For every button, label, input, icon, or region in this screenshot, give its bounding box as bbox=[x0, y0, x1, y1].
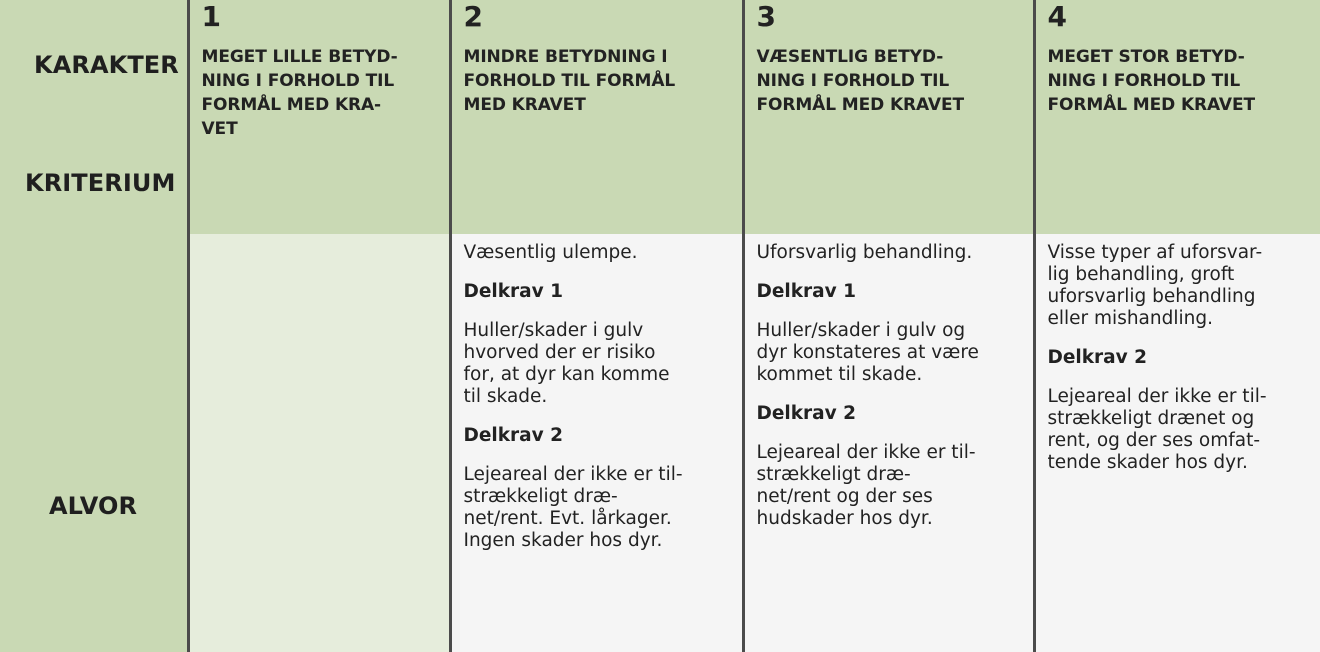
grade-number: 2 bbox=[463, 0, 483, 33]
grade-number: 4 bbox=[1047, 0, 1067, 33]
grade-header-3 bbox=[743, 0, 1034, 234]
alvor-text: Visse typer af uforsvar- lig behandling, groft uforsvarlig behandling eller mishandling. bbox=[1047, 242, 1263, 329]
alvor-text: Uforsvarlig behandling. bbox=[756, 242, 973, 263]
delkrav-heading: Delkrav 1 bbox=[756, 281, 857, 302]
grade-header-1 bbox=[188, 0, 450, 234]
grade-title: MEGET STOR BETYD- NING I FORHOLD TIL FORMÅL MED KRAVET bbox=[1047, 47, 1255, 115]
karakter-kriterium-cell bbox=[0, 0, 188, 234]
grade-title: VÆSENTLIG BETYD- NING I FORHOLD TIL FORMÅL MED KRAVET bbox=[756, 47, 964, 115]
delkrav-heading: Delkrav 2 bbox=[756, 403, 857, 424]
grade-header-2 bbox=[450, 0, 743, 234]
alvor-label-cell bbox=[0, 234, 188, 652]
alvor-label: ALVOR bbox=[49, 492, 138, 520]
delkrav-heading: Delkrav 2 bbox=[463, 425, 564, 446]
grade-number: 3 bbox=[756, 0, 776, 33]
alvor-cell-2 bbox=[450, 234, 743, 652]
karakter-label: KARAKTER bbox=[34, 51, 179, 79]
grade-title: MINDRE BETYDNING I FORHOLD TIL FORMÅL MED KRAVET bbox=[463, 47, 676, 115]
alvor-text: Lejeareal der ikke er til- strækkeligt dræ- net/rent og der ses hudskader hos dyr. bbox=[756, 442, 976, 529]
alvor-text: Huller/skader i gulv og dyr konstateres at være kommet til skade. bbox=[756, 320, 979, 385]
alvor-text: Væsentlig ulempe. bbox=[463, 242, 638, 263]
alvor-text: Huller/skader i gulv hvorved der er risiko for, at dyr kan komme til skade. bbox=[463, 320, 670, 407]
delkrav-heading: Delkrav 2 bbox=[1047, 347, 1148, 368]
alvor-cell-content bbox=[1048, 242, 1313, 491]
grade-number: 1 bbox=[201, 0, 221, 33]
alvor-row bbox=[0, 234, 1320, 652]
alvor-text: Lejeareal der ikke er til- strækkeligt drænet og rent, og der ses omfat- tende skader hos dyr. bbox=[1047, 386, 1267, 473]
alvor-cell-3 bbox=[743, 234, 1034, 652]
header-row bbox=[0, 0, 1320, 234]
alvor-text: Lejeareal der ikke er til- strækkeligt dræ- net/rent. Evt. lårkager. Ingen skader hos dyr. bbox=[463, 464, 683, 551]
kriterium-label: KRITERIUM bbox=[25, 169, 176, 197]
alvor-cell-content bbox=[757, 242, 1025, 547]
delkrav-heading: Delkrav 1 bbox=[463, 281, 564, 302]
grade-title: MEGET LILLE BETYD- NING I FORHOLD TIL FORMÅL MED KRA- VET bbox=[201, 47, 398, 139]
alvor-cell-content bbox=[464, 242, 734, 569]
grade-header-4 bbox=[1034, 0, 1320, 234]
alvor-cell-4 bbox=[1034, 234, 1320, 652]
alvor-cell-1 bbox=[188, 234, 450, 652]
